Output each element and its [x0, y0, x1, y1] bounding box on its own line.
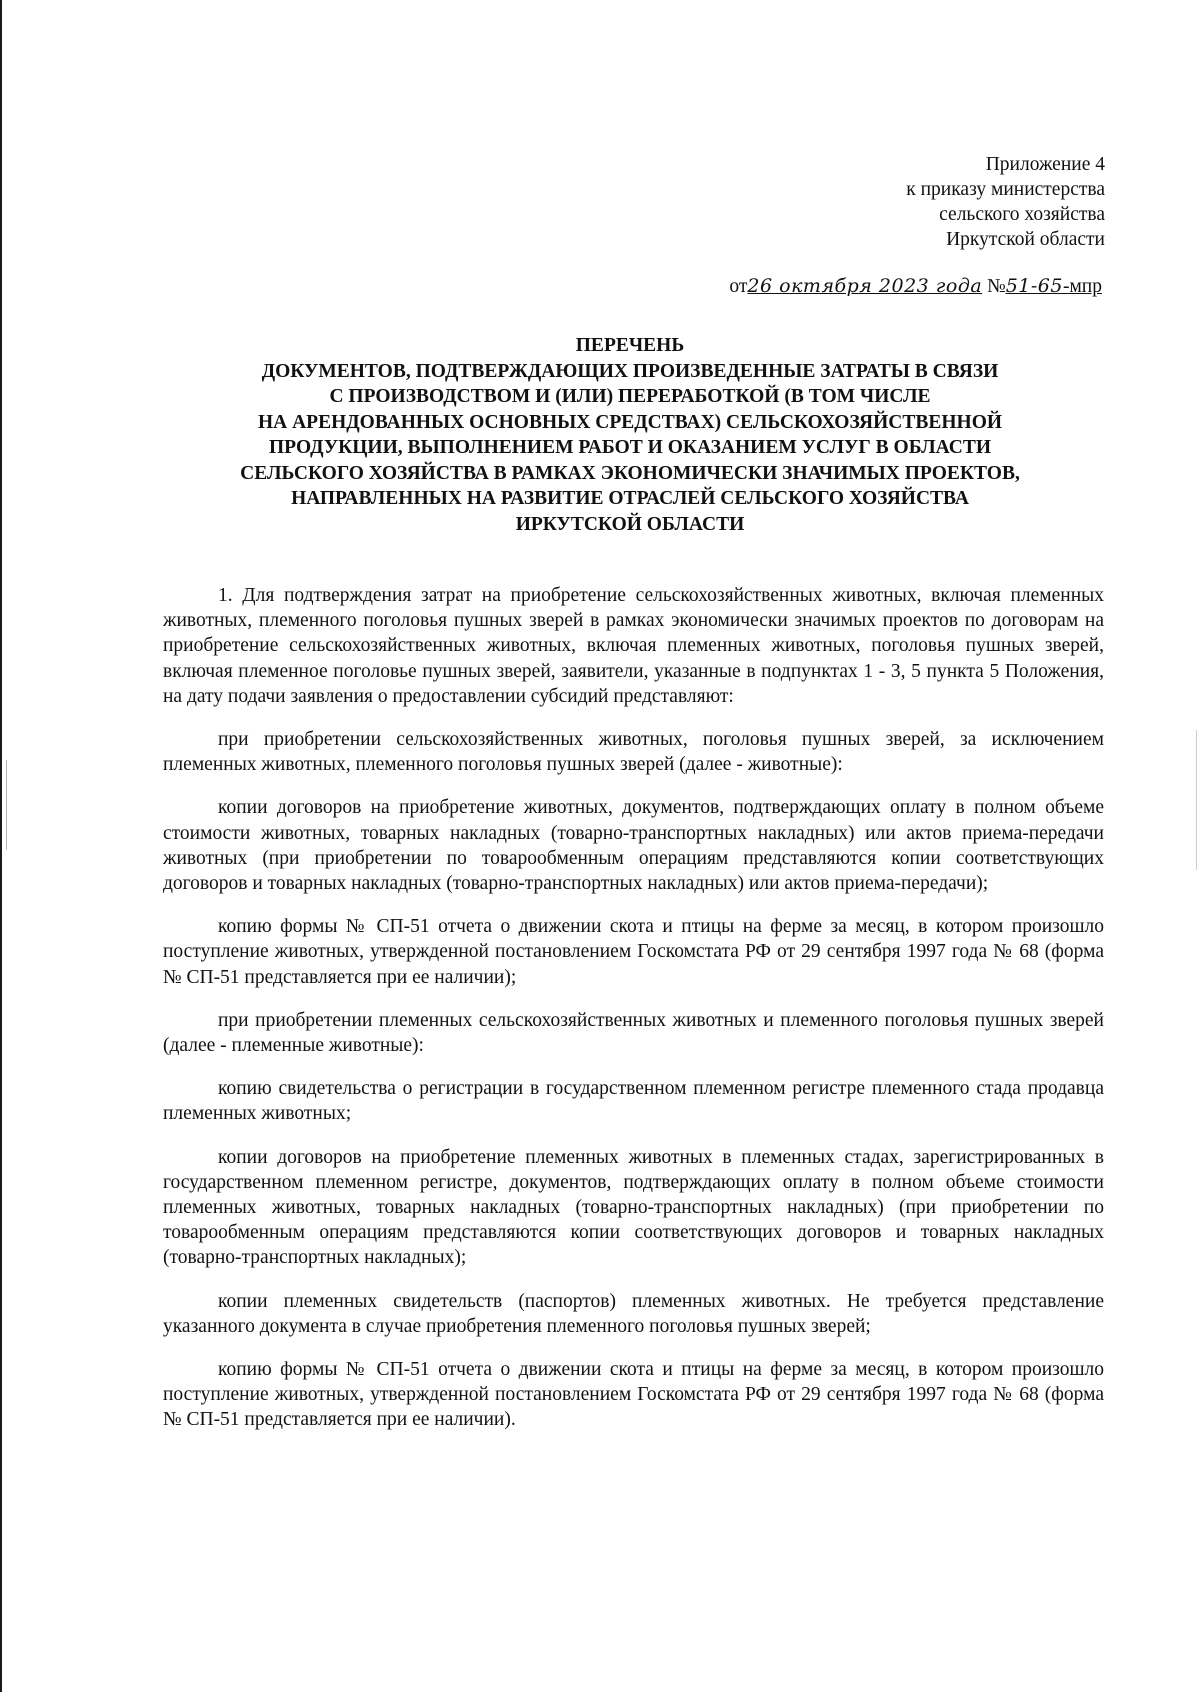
appendix-line-3: сельского хозяйства [939, 204, 1105, 225]
paragraph-1: 1. Для подтверждения затрат на приобретение сельскохозяйственных животных, включая племенных животных, племенного поголовья пушных зверей в рамках экономически значимых проектов по договорам на приобретение сельскохозяйственных животных, включая племенных животных, поголовья пушных зверей, включая племенное поголовье пушных зверей, заявители, указанные в подпунктах 1 - 3, 5 пункта 5 Положения, на дату подачи заявления о предоставлении субсидий представляют: [163, 585, 1104, 707]
paragraph-2: при приобретении сельскохозяйственных животных, поголовья пушных зверей, за исключением племенных животных, племенного поголовья пушных зверей (далее - животные): [163, 729, 1104, 776]
document-body [163, 583, 1104, 1433]
scan-border-left [0, 0, 2, 1692]
title-line-5: ПРОДУКЦИИ, ВЫПОЛНЕНИЕМ РАБОТ И ОКАЗАНИЕМ УСЛУГ В ОБЛАСТИ [269, 437, 991, 458]
title-line-6: СЕЛЬСКОГО ХОЗЯЙСТВА В РАМКАХ ЭКОНОМИЧЕСКИ ЗНАЧИМЫХ ПРОЕКТОВ, [240, 462, 1020, 484]
scan-artifact-right [1196, 730, 1197, 870]
appendix-line-2: к приказу министерства [906, 179, 1105, 200]
order-date-number [729, 275, 1102, 298]
order-suffix: -мпр [1062, 276, 1102, 297]
scan-artifact-left [6, 760, 7, 850]
order-date-handwritten: 26 октября 2023 года [747, 275, 983, 297]
paragraph-9: копию формы № СП-51 отчета о движении скота и птицы на ферме за месяц, в котором произошло поступление животных, утвержденной постановлением Госкомстата РФ от 29 сентября 1997 года № 68 (форма № СП-51 представляется при ее наличии). [163, 1359, 1104, 1431]
appendix-header [906, 152, 1105, 252]
title-line-4: НА АРЕНДОВАННЫХ ОСНОВНЫХ СРЕДСТВАХ) СЕЛЬСКОХОЗЯЙСТВЕННОЙ [257, 411, 1003, 433]
paragraph-5: при приобретении племенных сельскохозяйственных животных и племенного поголовья пушных зверей (далее - племенные животные): [163, 1009, 1104, 1057]
paragraph-3: копии договоров на приобретение животных, документов, подтверждающих оплату в полном объеме стоимости животных, товарных накладных (товарно-транспортных накладных) или актов приема-передачи животных (при приобретении по товарообменным операциям представляются копии соответствующих договоров и товарных накладных (товарно-транспортных накладных) или актов приема-передачи); [163, 797, 1104, 895]
title-line-3: С ПРОИЗВОДСТВОМ И (ИЛИ) ПЕРЕРАБОТКОЙ (В ТОМ ЧИСЛЕ [329, 386, 931, 407]
order-prefix: от [729, 276, 748, 297]
order-number-label: № [987, 276, 1006, 297]
paragraph-6: копию свидетельства о регистрации в государственном племенном регистре племенного стада продавца племенных животных; [163, 1078, 1104, 1125]
appendix-line-1: Приложение 4 [985, 154, 1105, 175]
title-line-1: ПЕРЕЧЕНЬ [575, 335, 685, 356]
paragraph-7: копии договоров на приобретение племенных животных в племенных стадах, зарегистрированных в государственном племенном регистре, документов, подтверждающих оплату в полном объеме стоимости племенных животных, товарных накладных (товарно-транспортных накладных) (при приобретении по товарообменным операциям представляются копии соответствующих договоров и товарных накладных (товарно-транспортных накладных); [163, 1146, 1104, 1269]
paragraph-8: копии племенных свидетельств (паспортов) племенных животных. Не требуется представление указанного документа в случае приобретения племенного поголовья пушных зверей; [163, 1290, 1104, 1337]
paragraph-4: копию формы № СП-51 отчета о движении скота и птицы на ферме за месяц, в котором произошло поступление животных, утвержденной постановлением Госкомстата РФ от 29 сентября 1997 года № 68 (форма № СП-51 представляется при ее наличии); [163, 916, 1104, 988]
title-line-8: ИРКУТСКОЙ ОБЛАСТИ [515, 513, 745, 535]
document-title [150, 333, 1110, 537]
order-number-handwritten: 51-65 [1005, 275, 1063, 297]
title-line-7: НАПРАВЛЕННЫХ НА РАЗВИТИЕ ОТРАСЛЕЙ СЕЛЬСКОГО ХОЗЯЙСТВА [291, 488, 969, 509]
title-line-2: ДОКУМЕНТОВ, ПОДТВЕРЖДАЮЩИХ ПРОИЗВЕДЕННЫЕ ЗАТРАТЫ В СВЯЗИ [261, 360, 999, 382]
appendix-line-4: Иркутской области [946, 229, 1105, 250]
